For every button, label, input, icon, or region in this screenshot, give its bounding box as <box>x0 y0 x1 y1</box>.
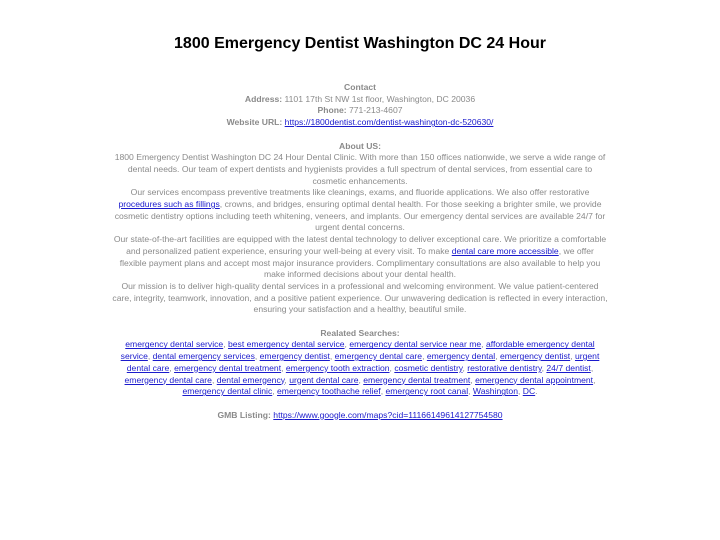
document-body <box>112 82 608 421</box>
related-search-link[interactable]: emergency dental treatment <box>363 374 471 385</box>
related-search-link[interactable]: cosmetic dentistry <box>394 362 463 373</box>
related-search-link[interactable]: emergency dental service <box>125 339 224 350</box>
related-search-links: emergency dental service, best emergency dental service, emergency dental service near me, affordable emergency dental service, dental emergency services, emergency dentist, emergency dental care, emergency dental, emergency dentist, urgent dental care, emergency dental treatment, emergency tooth extraction, cosmetic dentistry, restorative dentistry, 24/7 dentist, emergency dental care, dental emergency, urgent dental care, emergency dental treatment, emergency dental appointment, emergency dental clinic, emergency toothache relief, emergency root canal, Washington, DC. <box>120 339 600 397</box>
related-search-link[interactable]: 24/7 dentist <box>546 362 591 373</box>
related-search-link[interactable]: emergency toothache relief <box>277 386 381 397</box>
related-search-link[interactable]: urgent dental care <box>289 374 359 385</box>
related-search-link[interactable]: emergency dental care <box>124 374 212 385</box>
related-search-link[interactable]: emergency dental service near me <box>349 339 482 350</box>
related-search-link[interactable]: emergency dental treatment <box>174 362 282 373</box>
address-value: 1101 17th St NW 1st floor, Washington, DC 20036 <box>284 93 476 104</box>
page-title: 1800 Emergency Dentist Washington DC 24 Hour <box>174 35 546 52</box>
website-label: Website URL: <box>226 117 283 128</box>
related-search-link[interactable]: dental emergency services <box>152 351 255 362</box>
related-search-link[interactable]: restorative dentistry <box>467 362 542 373</box>
address-label: Address: <box>244 93 283 104</box>
gmb-label: GMB Listing: <box>217 409 271 420</box>
phone-value: 771-213-4607 <box>348 105 403 116</box>
fillings-link[interactable]: procedures such as fillings <box>118 199 220 210</box>
related-search-link[interactable]: dental emergency <box>216 374 285 385</box>
dental-care-accessible-link[interactable]: dental care more accessible <box>451 245 559 256</box>
related-search-link[interactable]: affordable emergency dental service <box>120 339 595 362</box>
related-search-link[interactable]: Washington <box>472 386 518 397</box>
related-search-link[interactable]: urgent dental care <box>126 351 600 373</box>
website-link[interactable]: https://1800dentist.com/dentist-washington-dc-520630/ <box>284 117 494 128</box>
address-line <box>112 94 608 106</box>
about-paragraph-1: 1800 Emergency Dentist Washington DC 24 Hour Dental Clinic. With more than 150 offices nationwide, we serve a wide range of dental needs. Our team of expert dentists and hygienists provides a full spectrum of dental services, from essential care to cosmetic enhancements. <box>114 152 606 186</box>
about-p3-text-b: , we offer flexible payment plans and accept most major insurance providers. Complimentary consultations are also available to help you make informed decisions about your dental health. <box>119 245 601 280</box>
related-search-link[interactable]: best emergency dental service <box>227 339 345 350</box>
about-paragraph-2 <box>112 187 608 234</box>
related-search-link[interactable]: emergency tooth extraction <box>285 362 390 373</box>
related-search-link[interactable]: emergency dental <box>426 351 496 362</box>
phone-label: Phone: <box>317 105 347 116</box>
related-search-link[interactable]: emergency dentist <box>259 351 330 362</box>
gmb-line <box>112 410 608 422</box>
related-search-link[interactable]: emergency dental care <box>334 351 423 362</box>
about-p3-text-a: Our state-of-the-art facilities are equipped with the latest dental technology to deliver exceptional care. We prioritize a comfortable and personalized patient experience, ensuring your well-being at every visit. To make <box>113 234 607 256</box>
about-heading: About US: <box>338 140 381 151</box>
related-search-link[interactable]: DC <box>522 386 536 397</box>
about-p2-text-b: , crowns, and bridges, ensuring optimal dental health. For those seeking a brighter smile, we provide cosmetic dentistry options including teeth whitening, veneers, and implants. Our emergency dental services are available 24/7 for urgent dental concerns. <box>114 199 606 233</box>
related-search-link[interactable]: emergency dental clinic <box>182 386 273 397</box>
phone-line <box>112 105 608 117</box>
related-search-link[interactable]: emergency root canal <box>385 386 469 397</box>
about-paragraph-3 <box>112 234 608 281</box>
gmb-link[interactable]: https://www.google.com/maps?cid=11166149614127754580 <box>273 409 503 420</box>
about-p2-text-a: Our services encompass preventive treatments like cleanings, exams, and fluoride applications. We also offer restorative <box>130 187 590 198</box>
about-paragraph-4: Our mission is to deliver high-quality dental services in a professional and welcoming environment. We value patient-centered care, integrity, teamwork, innovation, and a positive patient experience. Our unwavering dedication is reflected in every interaction, ensuring your satisfaction and a healthy, beautiful smile. <box>112 280 608 315</box>
related-search-link[interactable]: emergency dental appointment <box>475 374 594 385</box>
searches-heading: Realated Searches: <box>320 327 400 338</box>
related-search-link[interactable]: emergency dentist <box>499 351 571 362</box>
contact-heading: Contact <box>344 82 376 92</box>
website-line <box>112 117 608 129</box>
